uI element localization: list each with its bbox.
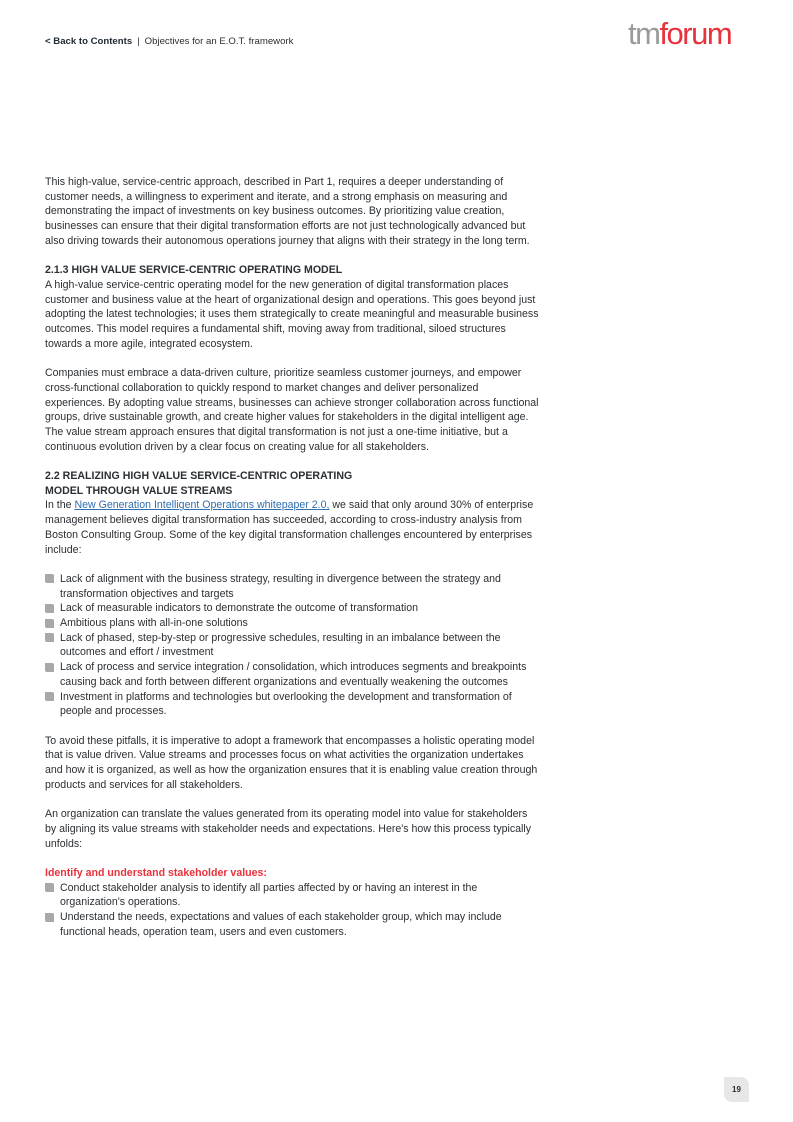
bullet-icon bbox=[45, 883, 54, 892]
page-content bbox=[45, 175, 540, 939]
bullet-icon bbox=[45, 663, 54, 672]
bullet-icon bbox=[45, 692, 54, 701]
logo-forum: forum bbox=[659, 16, 732, 51]
list-item-text: Conduct stakeholder analysis to identify all parties affected by or having an interest in the organization's operations. bbox=[60, 881, 478, 909]
tmforum-logo bbox=[628, 16, 731, 52]
list-item-text: Lack of process and service integration / consolidation, which introduces segments and breakpoints causing back and forth between different organizations and eventually weakening the outcomes bbox=[60, 661, 527, 688]
list-item bbox=[45, 881, 540, 910]
identify-heading: Identify and understand stakeholder values: bbox=[45, 866, 267, 879]
section-22-heading-line-1: 2.2 REALIZING HIGH VALUE SERVICE-CENTRIC OPERATING bbox=[45, 470, 353, 483]
logo-tm: tm bbox=[628, 16, 660, 51]
section-22-intro-suffix: we said that only around 30% of enterprise management believes digital transformation has succeeded, according to cross-industry analysis from Boston Consulting Group. Some of the key digital transformation challenges encountered by enterprises include: bbox=[45, 499, 534, 556]
list-item bbox=[45, 631, 540, 660]
bullet-icon bbox=[45, 633, 54, 642]
list-item-text: Lack of alignment with the business strategy, resulting in divergence between the strategy and transformation objectives and targets bbox=[60, 572, 501, 600]
section-22-intro-prefix: In the bbox=[45, 499, 75, 512]
list-item-text: Lack of measurable indicators to demonstrate the outcome of transformation bbox=[60, 602, 419, 615]
section-213-paragraph-2: Companies must embrace a data-driven culture, prioritize seamless customer journeys, and empower cross-functional collaboration to quickly respond to market changes and deliver personalized experiences. By adopting value streams, businesses can achieve stronger collaboration across functional groups, drive sustainable growth, and create higher values for stakeholders in the digital intelligent age. The value stream approach ensures that digital transformation is not just a one-time initiative, but a continuous evolution driven by a clear focus on creating value for all stakeholders. bbox=[45, 367, 539, 453]
list-item bbox=[45, 910, 540, 939]
list-item bbox=[45, 690, 540, 719]
challenges-list bbox=[45, 572, 540, 719]
translate-values-paragraph: An organization can translate the values generated from its operating model into value for stakeholders by aligning its value streams with stakeholder needs and expectations. Here's how this process typically unfolds: bbox=[45, 808, 532, 850]
intro-paragraph: This high-value, service-centric approach, described in Part 1, requires a deeper understanding of customer needs, a willingness to experiment and iterate, and a strong emphasis on measuring and demonstrating the impact of investments on key business outcomes. By prioritizing value creation, businesses can ensure that their digital transformation efforts are not just technologically advanced but also driving towards their autonomous operations journey that aligns with their strategy in the long term. bbox=[45, 176, 530, 247]
list-item bbox=[45, 601, 540, 616]
list-item-text: Ambitious plans with all-in-one solutions bbox=[60, 617, 248, 630]
list-item bbox=[45, 572, 540, 601]
bullet-icon bbox=[45, 604, 54, 613]
section-213-paragraph-1: A high-value service-centric operating model for the new generation of digital transformation places customer and business value at the heart of organizational design and operations. This goes beyond just adopting the latest technologies; it uses them strategically to create meaningful and measurable business outcomes. This model requires a fundamental shift, moving away from traditional, siloed structures towards a more agile, integrated ecosystem. bbox=[45, 278, 539, 350]
section-213-heading: 2.1.3 HIGH VALUE SERVICE-CENTRIC OPERATING MODEL bbox=[45, 264, 343, 277]
bullet-icon bbox=[45, 574, 54, 583]
bullet-icon bbox=[45, 913, 54, 922]
back-to-contents-link[interactable]: < Back to Contents bbox=[45, 36, 133, 47]
list-item-text: Understand the needs, expectations and values of each stakeholder group, which may include functional heads, operation team, users and even customers. bbox=[60, 911, 502, 938]
section-22-heading-line-2: MODEL THROUGH VALUE STREAMS bbox=[45, 484, 233, 497]
bullet-icon bbox=[45, 619, 54, 628]
list-item bbox=[45, 616, 540, 631]
list-item-text: Lack of phased, step-by-step or progressive schedules, resulting in an imbalance between the outcomes and effort / investment bbox=[60, 631, 501, 659]
section-22-intro bbox=[45, 498, 540, 557]
whitepaper-link[interactable]: New Generation Intelligent Operations whitepaper 2.0, bbox=[74, 499, 330, 512]
breadcrumb-separator: | bbox=[137, 36, 140, 47]
list-item bbox=[45, 660, 540, 689]
section-22-heading bbox=[45, 469, 540, 498]
pitfalls-paragraph: To avoid these pitfalls, it is imperative to adopt a framework that encompasses a holistic operating model that is value driven. Value streams and processes focus on what activities the organization undertakes and how it is organized, as well as how the organization ensures that it is enabling value creation through products and services for all stakeholders. bbox=[45, 734, 538, 791]
page-number: 19 bbox=[724, 1077, 749, 1102]
breadcrumb-current: Objectives for an E.O.T. framework bbox=[144, 36, 294, 47]
identify-list bbox=[45, 881, 540, 940]
list-item-text: Investment in platforms and technologies but overlooking the development and transformation of people and processes. bbox=[60, 690, 512, 718]
header-breadcrumb bbox=[45, 36, 293, 47]
